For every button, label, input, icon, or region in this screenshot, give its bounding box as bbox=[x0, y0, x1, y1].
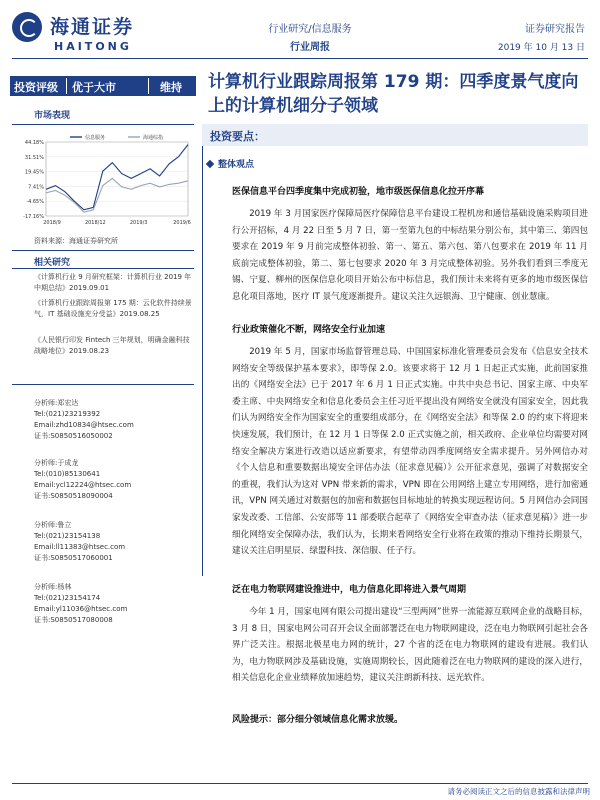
block-heading: 泛在电力物联网建设推进中，电力信息化即将进入景气周期 bbox=[232, 585, 467, 595]
report-type: 行业周报 bbox=[290, 42, 330, 53]
header-divider bbox=[12, 58, 588, 59]
rating-separator bbox=[66, 78, 67, 94]
risk-warning: 风险提示：部分细分领域信息化需求放缓。 bbox=[232, 715, 404, 725]
key-points-bar bbox=[202, 124, 588, 146]
analyst-tel: Tel:(021)23154174 bbox=[34, 594, 101, 602]
related-report-title: 《计算机行业 9 月研究框架：计算机行业 2019 年中期总结》 bbox=[34, 273, 192, 292]
rating-value: 优于大市 bbox=[72, 81, 116, 94]
disclaimer-note: 请务必阅读正文之后的信息披露和法律声明 bbox=[447, 787, 590, 796]
report-title: 计算机行业跟踪周报第 179 期：四季度景气度向上的计算机细分子领域 bbox=[208, 72, 579, 116]
chart-y-tick-label: 31.51% bbox=[24, 154, 44, 161]
haitong-logo bbox=[12, 10, 162, 60]
section-title: 整体观点 bbox=[218, 160, 255, 170]
analyst-name: 分析师:鲁立 bbox=[34, 521, 72, 529]
analyst-card bbox=[34, 398, 134, 442]
analyst-tel: Tel:(021)23219392 bbox=[34, 410, 101, 418]
chart-legend-label: 信息服务 bbox=[85, 135, 106, 141]
market-heading: 市场表现 bbox=[34, 111, 71, 121]
related-report[interactable] bbox=[34, 272, 194, 294]
related-report[interactable] bbox=[34, 335, 194, 357]
logo-chinese-name: 海通证券 bbox=[50, 16, 135, 38]
chart-source: 资料来源：海通证券研究所 bbox=[34, 237, 118, 245]
related-report-title: 《人民银行印发 Fintech 三年规划，明确金融科技战略地位》 bbox=[34, 336, 190, 355]
chart-y-tick-label: 7.41% bbox=[28, 184, 44, 191]
block-heading: 医保信息平台四季度集中完成初验，地市级医保信息化拉开序幕 bbox=[232, 187, 485, 197]
chart-y-tick-label: 44.18% bbox=[24, 140, 44, 146]
chart-y-tick-label: 19.45% bbox=[24, 169, 44, 176]
analyst-email[interactable]: Email:ycl12224@htsec.com bbox=[34, 481, 132, 489]
analyst-email[interactable]: Email:yl11036@htsec.com bbox=[34, 605, 128, 613]
rating-label: 投资评级 bbox=[14, 81, 58, 94]
related-report-date: 2019.08.23 bbox=[69, 347, 110, 355]
block-paragraph: 2019 年 3 月国家医疗保障局医疗保障信息平台建设工程机房和通信基础设施采购项目进行公开招标，4 月 22 日至 5 月 7 日，第一至第九包的中标结果分别公布，其中第三、第四包要求在 2019 年 9 月前完成整体初验、第一、第五、第六包、第八包要求在 2019 年 11 月底前完成整体初验，第二、第七包要求 2020 年 3 月完成整体初验。另外我们看到三季度无锡、宁夏、柳州的医保信息化项目开始公布中标信息，我们预计未来将有更多的地市级医保信息化项目落地，医疗 IT 景气度逐渐提升。建议关注久远银海、卫宁健康、创业慧康。 bbox=[232, 209, 588, 302]
rating-status: 维持 bbox=[160, 81, 182, 94]
footer-divider bbox=[12, 783, 588, 784]
doc-type: 证券研究报告 bbox=[525, 24, 585, 35]
market-performance-chart bbox=[16, 132, 192, 230]
key-points-heading: 投资要点： bbox=[210, 130, 265, 143]
chart-x-tick-label: 2019/6 bbox=[173, 220, 191, 226]
analyst-card bbox=[34, 582, 127, 626]
chart-series-line-1 bbox=[46, 145, 188, 210]
chart-series-line-2 bbox=[46, 178, 188, 212]
main-left-rule bbox=[202, 146, 203, 576]
related-report[interactable] bbox=[34, 298, 194, 320]
sidebar-divider bbox=[12, 268, 194, 269]
chart-x-tick-label: 2018/9 bbox=[43, 220, 61, 226]
analyst-cert: 证书:S0850518090004 bbox=[34, 492, 113, 500]
haitong-emblem-icon bbox=[12, 12, 42, 42]
chart-y-tick-label: -17.16% bbox=[23, 214, 44, 220]
analyst-email[interactable]: Email:ll11383@htsec.com bbox=[34, 543, 126, 551]
analyst-card bbox=[34, 520, 125, 564]
sidebar-divider bbox=[12, 124, 194, 125]
related-report-date: 2019.09.01 bbox=[69, 284, 110, 292]
sidebar-divider bbox=[12, 250, 194, 251]
chart-x-tick-label: 2019/3 bbox=[129, 220, 148, 226]
analyst-card bbox=[34, 458, 131, 502]
chart-x-tick-label: 2018/12 bbox=[84, 220, 106, 226]
chart-plot-frame bbox=[46, 142, 188, 216]
investment-rating-bar bbox=[10, 76, 196, 96]
analyst-cert: 证书:S0850517060001 bbox=[34, 554, 113, 562]
analyst-cert: 证书:S0850516050002 bbox=[34, 432, 113, 440]
block-heading: 行业政策催化不断，网络安全行业加速 bbox=[232, 325, 386, 335]
analyst-name: 分析师:郑宏达 bbox=[34, 399, 79, 407]
analyst-name: 分析师:于成龙 bbox=[34, 459, 79, 467]
block-paragraph: 今年 1 月，国家电网有限公司提出建设“三型两网”世界一流能源互联网企业的战略目标，3 月 8 日，国家电网公司召开会议全面部署泛在电力物联网建设，泛在电力物联网引起社会各界广泛关注。根据北极星电力网的统计，27 个省的泛在电力物联网的建设有进展。我们认为，电力物联网涉及基础设施，实施周期较长，因此随着泛在电力物联网的建设的深入进行，相关信息化企业业绩释放加速趋势，建议关注朗新科技、远光软件。 bbox=[232, 607, 588, 684]
block-paragraph: 2019 年 5 月，国家市场监督管理总局、中国国家标准化管理委员会发布《信息安全技术网络安全等级保护基本要求》，即等保 2.0。该要求将于 12 月 1 日起正式实施，此前国家推出的《网络安全法》已于 2017 年 6 月 1 日正式实施。中共中央总书记、国家主席、中央军委主席、中央网络安全和信息化委员会主任习近平提出没有网络安全就没有国家安全，因此我们认为网络安全作为国家安全的重要组成部分，在《网络安全法》和等保 2.0 的约束下将迎来快速发展，我们预计，在 12 月 1 日等保 2.0 正式实施之前，相关政府、企业单位均需要对网络安全解决方案进行改造以适应新要求，有望带动四季度网络安全需求提升。另外网信办对《个人信息和重要数据出境安全评估办法（征求意见稿）》公开征求意见，强调了对数据安全的重视，我们认为这对 VPN 带来新的需求，VPN 即在公用网络上建立专用网络，进行加密通讯，VPN 网关通过对数据包的加密和数据包目标地址的转换实现远程访问。5 月网信办会同国家发改委、工信部、公安部等 11 部委联合起草了《网络安全审查办法（征求意见稿）》进一步细化网络安全保障办法，我们认为，长期来看网络安全行业将在政策的推动下维持长期景气，建议关注启明星辰、绿盟科技、深信服、任子行。 bbox=[232, 347, 588, 557]
analyst-email[interactable]: Email:zhd10834@htsec.com bbox=[34, 421, 134, 429]
report-date: 2019 年 10 月 13 日 bbox=[497, 43, 585, 53]
related-report-title: 《计算机行业跟踪周报第 175 期：云化软件持续景气，IT 基础设施充分受益》 bbox=[34, 299, 192, 318]
analyst-tel: Tel:(021)23154138 bbox=[34, 532, 101, 540]
analyst-cert: 证书:S0850517080008 bbox=[34, 616, 113, 624]
rating-separator bbox=[148, 78, 149, 94]
sidebar-divider bbox=[12, 384, 194, 385]
chart-y-tick-label: -4.65% bbox=[26, 199, 44, 206]
logo-english-name: HAITONG bbox=[54, 40, 132, 53]
section-bullet-icon bbox=[206, 160, 214, 168]
analyst-tel: Tel:(010)85130641 bbox=[34, 470, 101, 478]
report-category: 行业研究/信息服务 bbox=[268, 24, 352, 35]
analyst-name: 分析师:杨林 bbox=[34, 583, 72, 591]
chart-legend-label: 海通综指 bbox=[143, 135, 164, 141]
related-report-date: 2019.08.25 bbox=[119, 310, 160, 318]
related-research-heading: 相关研究 bbox=[34, 258, 71, 268]
